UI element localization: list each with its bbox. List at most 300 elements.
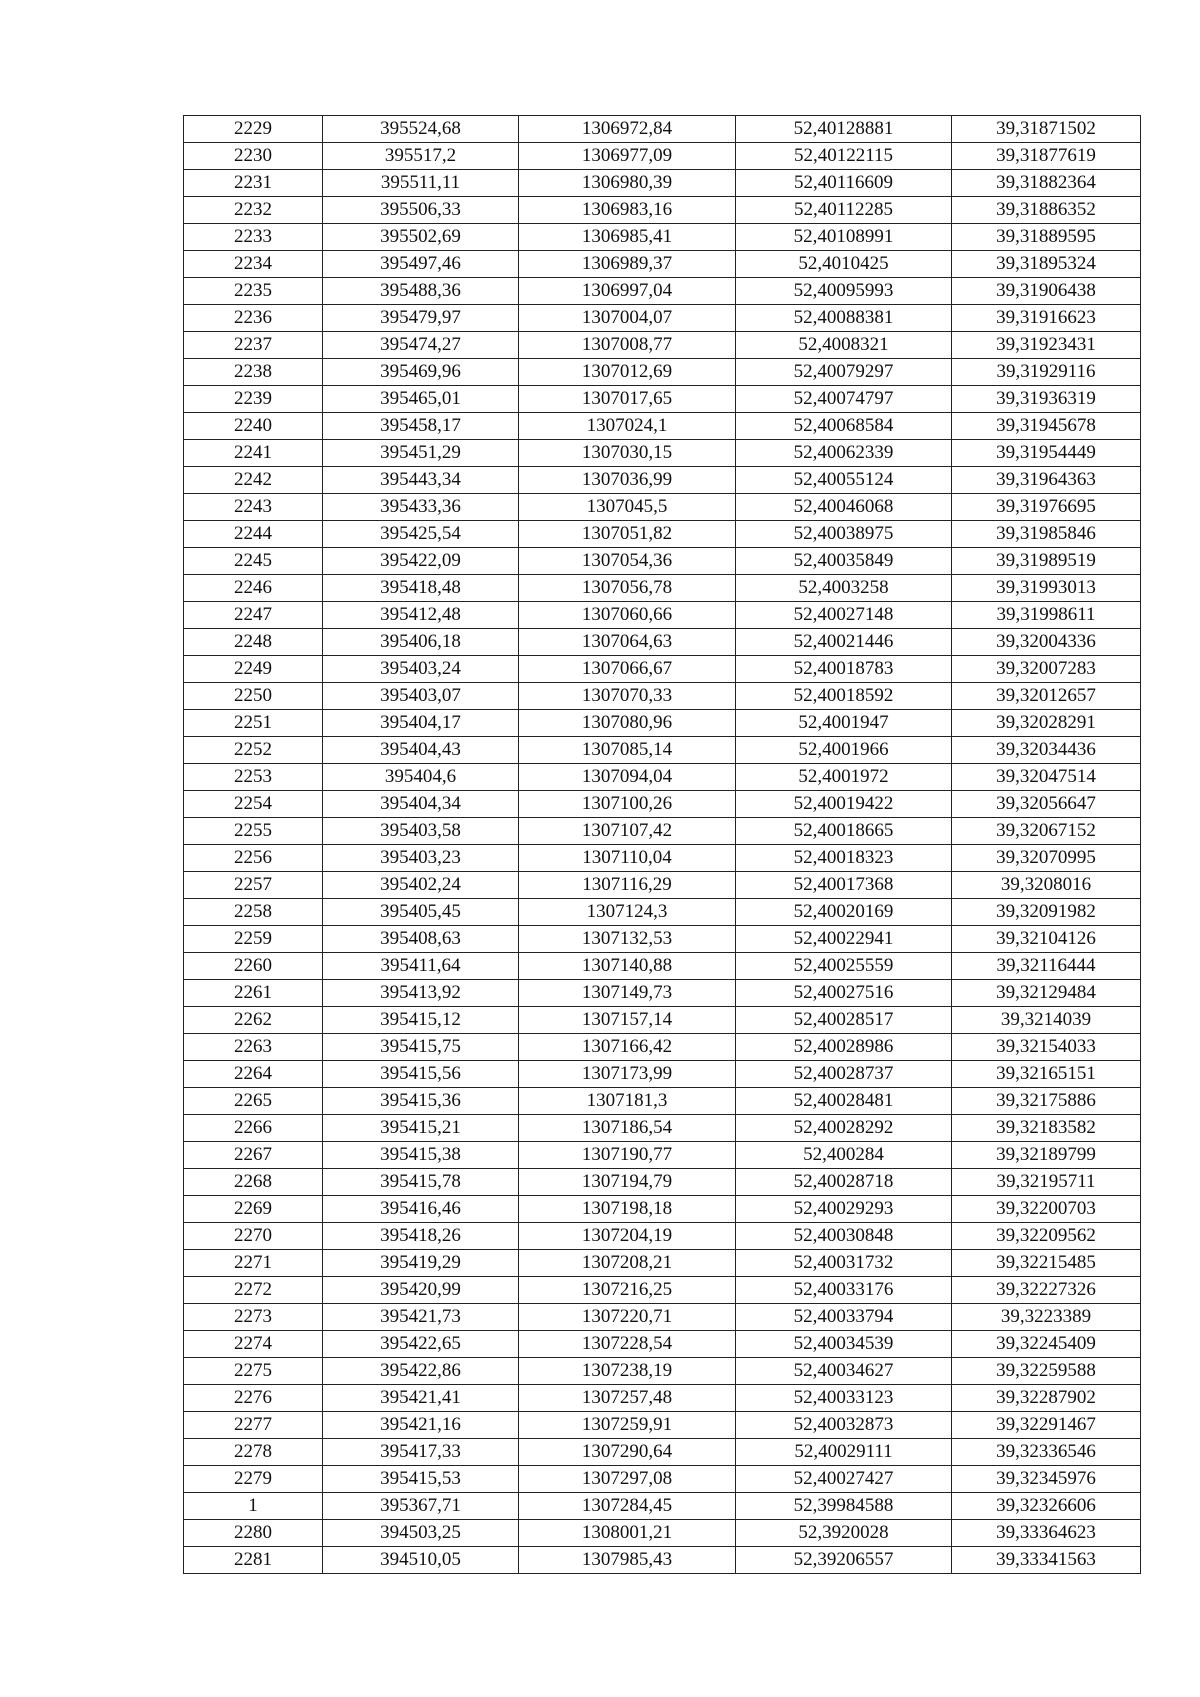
table-row [184, 1061, 1141, 1088]
point-number-cell: 2240 [184, 413, 323, 440]
latitude-cell: 52,4001966 [736, 737, 952, 764]
y-coordinate-cell: 1307198,18 [519, 1196, 736, 1223]
y-coordinate-cell: 1307173,99 [519, 1061, 736, 1088]
y-coordinate-cell: 1307220,71 [519, 1304, 736, 1331]
longitude-cell: 39,31976695 [952, 494, 1141, 521]
y-coordinate-cell: 1307238,19 [519, 1358, 736, 1385]
longitude-cell: 39,32326606 [952, 1493, 1141, 1520]
latitude-cell: 52,40022941 [736, 926, 952, 953]
table-row [184, 710, 1141, 737]
y-coordinate-cell: 1307054,36 [519, 548, 736, 575]
longitude-cell: 39,3223389 [952, 1304, 1141, 1331]
point-number-cell: 2262 [184, 1007, 323, 1034]
x-coordinate-cell: 395422,65 [323, 1331, 519, 1358]
x-coordinate-cell: 394503,25 [323, 1520, 519, 1547]
table-row [184, 494, 1141, 521]
point-number-cell: 2251 [184, 710, 323, 737]
x-coordinate-cell: 395404,34 [323, 791, 519, 818]
longitude-cell: 39,32336546 [952, 1439, 1141, 1466]
x-coordinate-cell: 394510,05 [323, 1547, 519, 1574]
latitude-cell: 52,40028737 [736, 1061, 952, 1088]
latitude-cell: 52,40018592 [736, 683, 952, 710]
y-coordinate-cell: 1307186,54 [519, 1115, 736, 1142]
x-coordinate-cell: 395416,46 [323, 1196, 519, 1223]
x-coordinate-cell: 395517,2 [323, 143, 519, 170]
table-row [184, 1088, 1141, 1115]
y-coordinate-cell: 1307094,04 [519, 764, 736, 791]
x-coordinate-cell: 395403,58 [323, 818, 519, 845]
latitude-cell: 52,40095993 [736, 278, 952, 305]
y-coordinate-cell: 1307008,77 [519, 332, 736, 359]
x-coordinate-cell: 395402,24 [323, 872, 519, 899]
x-coordinate-cell: 395502,69 [323, 224, 519, 251]
y-coordinate-cell: 1306977,09 [519, 143, 736, 170]
table-row [184, 332, 1141, 359]
x-coordinate-cell: 395408,63 [323, 926, 519, 953]
y-coordinate-cell: 1307116,29 [519, 872, 736, 899]
table-row [184, 899, 1141, 926]
x-coordinate-cell: 395404,43 [323, 737, 519, 764]
latitude-cell: 52,40018783 [736, 656, 952, 683]
table-row [184, 602, 1141, 629]
y-coordinate-cell: 1307157,14 [519, 1007, 736, 1034]
x-coordinate-cell: 395420,99 [323, 1277, 519, 1304]
latitude-cell: 52,40028292 [736, 1115, 952, 1142]
point-number-cell: 2263 [184, 1034, 323, 1061]
table-row [184, 872, 1141, 899]
table-row [184, 467, 1141, 494]
x-coordinate-cell: 395415,36 [323, 1088, 519, 1115]
table-row [184, 575, 1141, 602]
longitude-cell: 39,31871502 [952, 116, 1141, 143]
y-coordinate-cell: 1307045,5 [519, 494, 736, 521]
table-row [184, 1142, 1141, 1169]
point-number-cell: 2243 [184, 494, 323, 521]
table-row [184, 953, 1141, 980]
longitude-cell: 39,32028291 [952, 710, 1141, 737]
table-row [184, 1196, 1141, 1223]
latitude-cell: 52,40088381 [736, 305, 952, 332]
y-coordinate-cell: 1307036,99 [519, 467, 736, 494]
longitude-cell: 39,32259588 [952, 1358, 1141, 1385]
latitude-cell: 52,40116609 [736, 170, 952, 197]
latitude-cell: 52,40020169 [736, 899, 952, 926]
x-coordinate-cell: 395413,92 [323, 980, 519, 1007]
longitude-cell: 39,31906438 [952, 278, 1141, 305]
point-number-cell: 2246 [184, 575, 323, 602]
point-number-cell: 2280 [184, 1520, 323, 1547]
y-coordinate-cell: 1307064,63 [519, 629, 736, 656]
point-number-cell: 2232 [184, 197, 323, 224]
table-row [184, 1520, 1141, 1547]
point-number-cell: 2245 [184, 548, 323, 575]
y-coordinate-cell: 1307051,82 [519, 521, 736, 548]
y-coordinate-cell: 1307181,3 [519, 1088, 736, 1115]
latitude-cell: 52,40030848 [736, 1223, 952, 1250]
longitude-cell: 39,32004336 [952, 629, 1141, 656]
x-coordinate-cell: 395403,07 [323, 683, 519, 710]
longitude-cell: 39,32195711 [952, 1169, 1141, 1196]
y-coordinate-cell: 1307066,67 [519, 656, 736, 683]
table-row [184, 1034, 1141, 1061]
point-number-cell: 2233 [184, 224, 323, 251]
table-row [184, 629, 1141, 656]
y-coordinate-cell: 1307284,45 [519, 1493, 736, 1520]
table-row [184, 1277, 1141, 1304]
latitude-cell: 52,4001972 [736, 764, 952, 791]
y-coordinate-cell: 1306983,16 [519, 197, 736, 224]
table-row [184, 656, 1141, 683]
latitude-cell: 52,40033123 [736, 1385, 952, 1412]
table-row [184, 1466, 1141, 1493]
latitude-cell: 52,40055124 [736, 467, 952, 494]
y-coordinate-cell: 1307290,64 [519, 1439, 736, 1466]
longitude-cell: 39,31886352 [952, 197, 1141, 224]
table-row [184, 251, 1141, 278]
point-number-cell: 2236 [184, 305, 323, 332]
x-coordinate-cell: 395488,36 [323, 278, 519, 305]
longitude-cell: 39,31923431 [952, 332, 1141, 359]
y-coordinate-cell: 1307056,78 [519, 575, 736, 602]
x-coordinate-cell: 395422,86 [323, 1358, 519, 1385]
longitude-cell: 39,3208016 [952, 872, 1141, 899]
point-number-cell: 2257 [184, 872, 323, 899]
y-coordinate-cell: 1307228,54 [519, 1331, 736, 1358]
table-row [184, 1115, 1141, 1142]
latitude-cell: 52,40031732 [736, 1250, 952, 1277]
x-coordinate-cell: 395465,01 [323, 386, 519, 413]
latitude-cell: 52,40025559 [736, 953, 952, 980]
latitude-cell: 52,40028517 [736, 1007, 952, 1034]
latitude-cell: 52,40035849 [736, 548, 952, 575]
x-coordinate-cell: 395417,33 [323, 1439, 519, 1466]
x-coordinate-cell: 395405,45 [323, 899, 519, 926]
x-coordinate-cell: 395458,17 [323, 413, 519, 440]
table-row [184, 1250, 1141, 1277]
longitude-cell: 39,31964363 [952, 467, 1141, 494]
latitude-cell: 52,40028481 [736, 1088, 952, 1115]
latitude-cell: 52,40034627 [736, 1358, 952, 1385]
latitude-cell: 52,40046068 [736, 494, 952, 521]
longitude-cell: 39,32067152 [952, 818, 1141, 845]
latitude-cell: 52,40079297 [736, 359, 952, 386]
latitude-cell: 52,40033794 [736, 1304, 952, 1331]
point-number-cell: 2231 [184, 170, 323, 197]
table-row [184, 764, 1141, 791]
point-number-cell: 2249 [184, 656, 323, 683]
table-row [184, 197, 1141, 224]
y-coordinate-cell: 1307297,08 [519, 1466, 736, 1493]
y-coordinate-cell: 1307149,73 [519, 980, 736, 1007]
y-coordinate-cell: 1306972,84 [519, 116, 736, 143]
y-coordinate-cell: 1307208,21 [519, 1250, 736, 1277]
latitude-cell: 52,39206557 [736, 1547, 952, 1574]
table-row [184, 791, 1141, 818]
x-coordinate-cell: 395367,71 [323, 1493, 519, 1520]
table-row [184, 386, 1141, 413]
table-row [184, 845, 1141, 872]
x-coordinate-cell: 395415,21 [323, 1115, 519, 1142]
longitude-cell: 39,32070995 [952, 845, 1141, 872]
table-row [184, 1547, 1141, 1574]
point-number-cell: 2277 [184, 1412, 323, 1439]
y-coordinate-cell: 1307257,48 [519, 1385, 736, 1412]
point-number-cell: 2253 [184, 764, 323, 791]
point-number-cell: 2266 [184, 1115, 323, 1142]
longitude-cell: 39,3214039 [952, 1007, 1141, 1034]
x-coordinate-cell: 395419,29 [323, 1250, 519, 1277]
y-coordinate-cell: 1308001,21 [519, 1520, 736, 1547]
point-number-cell: 2260 [184, 953, 323, 980]
latitude-cell: 52,4010425 [736, 251, 952, 278]
table-row [184, 980, 1141, 1007]
longitude-cell: 39,32175886 [952, 1088, 1141, 1115]
longitude-cell: 39,32047514 [952, 764, 1141, 791]
point-number-cell: 2259 [184, 926, 323, 953]
y-coordinate-cell: 1307124,3 [519, 899, 736, 926]
longitude-cell: 39,32104126 [952, 926, 1141, 953]
y-coordinate-cell: 1307132,53 [519, 926, 736, 953]
y-coordinate-cell: 1307204,19 [519, 1223, 736, 1250]
y-coordinate-cell: 1307166,42 [519, 1034, 736, 1061]
table-row [184, 116, 1141, 143]
point-number-cell: 2230 [184, 143, 323, 170]
point-number-cell: 2269 [184, 1196, 323, 1223]
point-number-cell: 2244 [184, 521, 323, 548]
longitude-cell: 39,32189799 [952, 1142, 1141, 1169]
x-coordinate-cell: 395451,29 [323, 440, 519, 467]
point-number-cell: 2239 [184, 386, 323, 413]
point-number-cell: 2254 [184, 791, 323, 818]
latitude-cell: 52,40021446 [736, 629, 952, 656]
latitude-cell: 52,4001947 [736, 710, 952, 737]
y-coordinate-cell: 1307024,1 [519, 413, 736, 440]
y-coordinate-cell: 1307070,33 [519, 683, 736, 710]
table-row [184, 224, 1141, 251]
point-number-cell: 2250 [184, 683, 323, 710]
table-row [184, 1007, 1141, 1034]
point-number-cell: 2238 [184, 359, 323, 386]
latitude-cell: 52,40028986 [736, 1034, 952, 1061]
point-number-cell: 2270 [184, 1223, 323, 1250]
point-number-cell: 2278 [184, 1439, 323, 1466]
longitude-cell: 39,32165151 [952, 1061, 1141, 1088]
point-number-cell: 2247 [184, 602, 323, 629]
x-coordinate-cell: 395421,41 [323, 1385, 519, 1412]
longitude-cell: 39,31889595 [952, 224, 1141, 251]
y-coordinate-cell: 1306997,04 [519, 278, 736, 305]
longitude-cell: 39,31877619 [952, 143, 1141, 170]
table-row [184, 1385, 1141, 1412]
longitude-cell: 39,32129484 [952, 980, 1141, 1007]
longitude-cell: 39,32215485 [952, 1250, 1141, 1277]
x-coordinate-cell: 395479,97 [323, 305, 519, 332]
table-row [184, 305, 1141, 332]
y-coordinate-cell: 1307190,77 [519, 1142, 736, 1169]
x-coordinate-cell: 395412,48 [323, 602, 519, 629]
point-number-cell: 2258 [184, 899, 323, 926]
point-number-cell: 2234 [184, 251, 323, 278]
coordinates-table [183, 115, 1141, 1574]
table-row [184, 1169, 1141, 1196]
y-coordinate-cell: 1306989,37 [519, 251, 736, 278]
point-number-cell: 2271 [184, 1250, 323, 1277]
table-row [184, 143, 1141, 170]
point-number-cell: 2248 [184, 629, 323, 656]
latitude-cell: 52,40029293 [736, 1196, 952, 1223]
point-number-cell: 2261 [184, 980, 323, 1007]
point-number-cell: 2276 [184, 1385, 323, 1412]
x-coordinate-cell: 395497,46 [323, 251, 519, 278]
longitude-cell: 39,31929116 [952, 359, 1141, 386]
point-number-cell: 2242 [184, 467, 323, 494]
latitude-cell: 52,40018665 [736, 818, 952, 845]
longitude-cell: 39,31993013 [952, 575, 1141, 602]
table-row [184, 521, 1141, 548]
longitude-cell: 39,33364623 [952, 1520, 1141, 1547]
x-coordinate-cell: 395443,34 [323, 467, 519, 494]
longitude-cell: 39,32287902 [952, 1385, 1141, 1412]
y-coordinate-cell: 1307030,15 [519, 440, 736, 467]
point-number-cell: 2281 [184, 1547, 323, 1574]
x-coordinate-cell: 395403,23 [323, 845, 519, 872]
table-row [184, 818, 1141, 845]
x-coordinate-cell: 395406,18 [323, 629, 519, 656]
point-number-cell: 2241 [184, 440, 323, 467]
y-coordinate-cell: 1307004,07 [519, 305, 736, 332]
longitude-cell: 39,32183582 [952, 1115, 1141, 1142]
x-coordinate-cell: 395411,64 [323, 953, 519, 980]
point-number-cell: 2268 [184, 1169, 323, 1196]
point-number-cell: 2255 [184, 818, 323, 845]
x-coordinate-cell: 395511,11 [323, 170, 519, 197]
table-row [184, 926, 1141, 953]
longitude-cell: 39,31895324 [952, 251, 1141, 278]
table-row [184, 1331, 1141, 1358]
table-row [184, 278, 1141, 305]
x-coordinate-cell: 395474,27 [323, 332, 519, 359]
longitude-cell: 39,31916623 [952, 305, 1141, 332]
latitude-cell: 52,40029111 [736, 1439, 952, 1466]
point-number-cell: 2256 [184, 845, 323, 872]
x-coordinate-cell: 395506,33 [323, 197, 519, 224]
x-coordinate-cell: 395524,68 [323, 116, 519, 143]
longitude-cell: 39,32209562 [952, 1223, 1141, 1250]
y-coordinate-cell: 1306985,41 [519, 224, 736, 251]
x-coordinate-cell: 395415,78 [323, 1169, 519, 1196]
y-coordinate-cell: 1307216,25 [519, 1277, 736, 1304]
x-coordinate-cell: 395415,75 [323, 1034, 519, 1061]
table-row [184, 440, 1141, 467]
x-coordinate-cell: 395404,17 [323, 710, 519, 737]
latitude-cell: 52,40108991 [736, 224, 952, 251]
x-coordinate-cell: 395415,56 [323, 1061, 519, 1088]
longitude-cell: 39,31882364 [952, 170, 1141, 197]
longitude-cell: 39,31985846 [952, 521, 1141, 548]
latitude-cell: 52,40033176 [736, 1277, 952, 1304]
y-coordinate-cell: 1307085,14 [519, 737, 736, 764]
y-coordinate-cell: 1307985,43 [519, 1547, 736, 1574]
table-row [184, 1304, 1141, 1331]
y-coordinate-cell: 1307012,69 [519, 359, 736, 386]
y-coordinate-cell: 1307100,26 [519, 791, 736, 818]
longitude-cell: 39,32291467 [952, 1412, 1141, 1439]
point-number-cell: 2272 [184, 1277, 323, 1304]
table-row [184, 683, 1141, 710]
point-number-cell: 2252 [184, 737, 323, 764]
latitude-cell: 52,40017368 [736, 872, 952, 899]
longitude-cell: 39,32345976 [952, 1466, 1141, 1493]
y-coordinate-cell: 1307140,88 [519, 953, 736, 980]
point-number-cell: 2237 [184, 332, 323, 359]
x-coordinate-cell: 395418,48 [323, 575, 519, 602]
table-row [184, 1493, 1141, 1520]
x-coordinate-cell: 395469,96 [323, 359, 519, 386]
table-row [184, 1223, 1141, 1250]
table-row [184, 737, 1141, 764]
x-coordinate-cell: 395415,12 [323, 1007, 519, 1034]
y-coordinate-cell: 1307107,42 [519, 818, 736, 845]
latitude-cell: 52,40027148 [736, 602, 952, 629]
latitude-cell: 52,40032873 [736, 1412, 952, 1439]
longitude-cell: 39,32056647 [952, 791, 1141, 818]
latitude-cell: 52,39984588 [736, 1493, 952, 1520]
table-row [184, 359, 1141, 386]
latitude-cell: 52,40019422 [736, 791, 952, 818]
table-row [184, 1412, 1141, 1439]
y-coordinate-cell: 1307060,66 [519, 602, 736, 629]
longitude-cell: 39,31936319 [952, 386, 1141, 413]
latitude-cell: 52,40018323 [736, 845, 952, 872]
table-row [184, 548, 1141, 575]
latitude-cell: 52,40074797 [736, 386, 952, 413]
latitude-cell: 52,40122115 [736, 143, 952, 170]
longitude-cell: 39,32154033 [952, 1034, 1141, 1061]
latitude-cell: 52,40027427 [736, 1466, 952, 1493]
longitude-cell: 39,31989519 [952, 548, 1141, 575]
point-number-cell: 2267 [184, 1142, 323, 1169]
x-coordinate-cell: 395403,24 [323, 656, 519, 683]
longitude-cell: 39,31998611 [952, 602, 1141, 629]
latitude-cell: 52,40062339 [736, 440, 952, 467]
x-coordinate-cell: 395421,16 [323, 1412, 519, 1439]
latitude-cell: 52,400284 [736, 1142, 952, 1169]
point-number-cell: 2275 [184, 1358, 323, 1385]
longitude-cell: 39,32091982 [952, 899, 1141, 926]
longitude-cell: 39,32007283 [952, 656, 1141, 683]
longitude-cell: 39,32227326 [952, 1277, 1141, 1304]
point-number-cell: 2274 [184, 1331, 323, 1358]
y-coordinate-cell: 1307017,65 [519, 386, 736, 413]
longitude-cell: 39,33341563 [952, 1547, 1141, 1574]
latitude-cell: 52,40128881 [736, 116, 952, 143]
latitude-cell: 52,4003258 [736, 575, 952, 602]
point-number-cell: 2235 [184, 278, 323, 305]
latitude-cell: 52,40028718 [736, 1169, 952, 1196]
longitude-cell: 39,32034436 [952, 737, 1141, 764]
table-row [184, 1439, 1141, 1466]
latitude-cell: 52,40068584 [736, 413, 952, 440]
longitude-cell: 39,31945678 [952, 413, 1141, 440]
x-coordinate-cell: 395415,53 [323, 1466, 519, 1493]
point-number-cell: 2229 [184, 116, 323, 143]
table-row [184, 413, 1141, 440]
y-coordinate-cell: 1307080,96 [519, 710, 736, 737]
y-coordinate-cell: 1306980,39 [519, 170, 736, 197]
longitude-cell: 39,32012657 [952, 683, 1141, 710]
longitude-cell: 39,32116444 [952, 953, 1141, 980]
x-coordinate-cell: 395404,6 [323, 764, 519, 791]
